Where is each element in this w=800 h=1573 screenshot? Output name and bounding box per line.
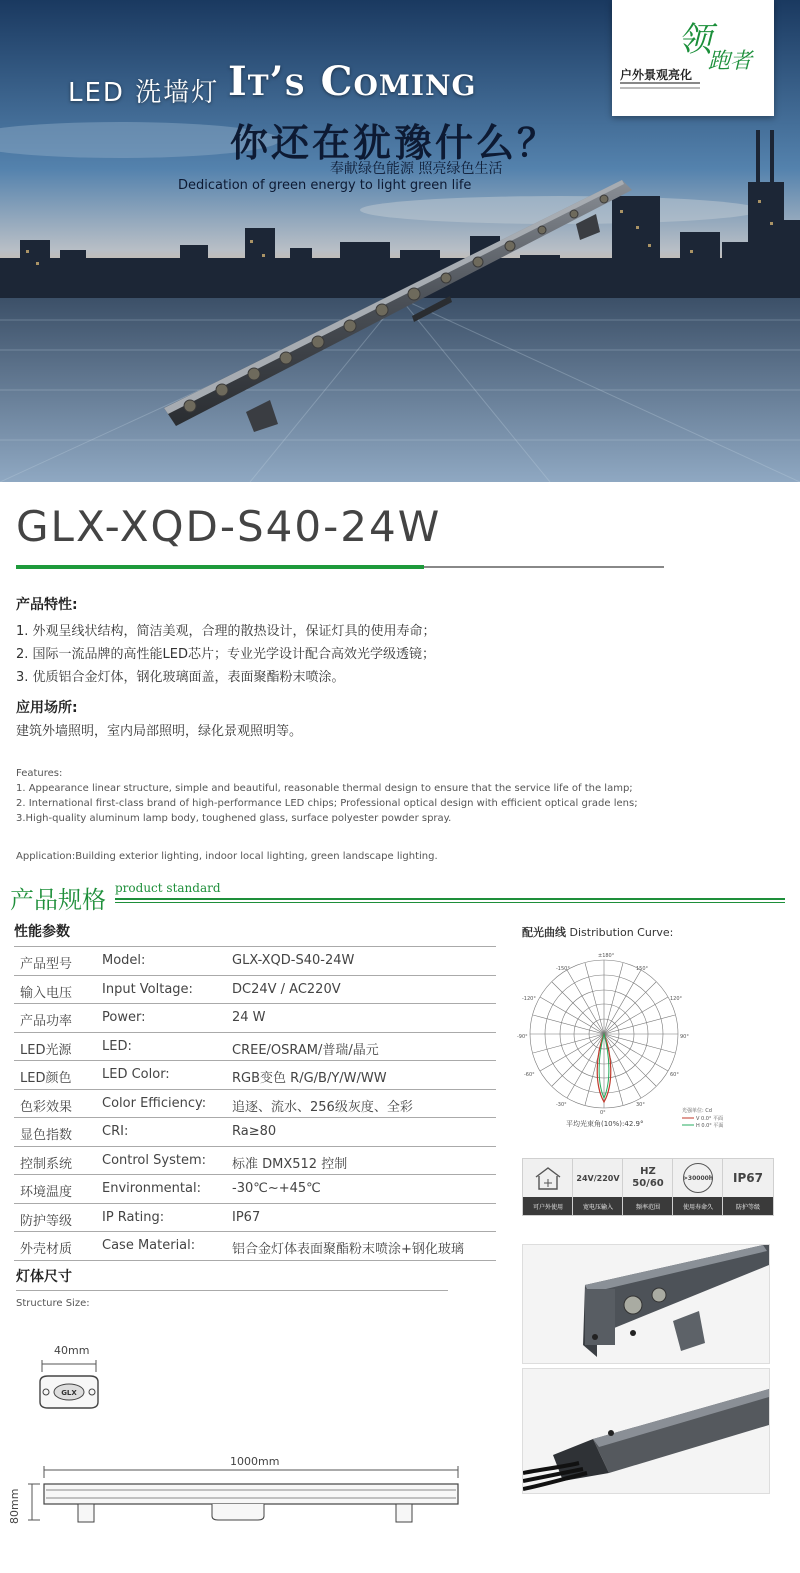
row-label-cn: 控制系统 xyxy=(20,1156,73,1172)
side-view-drawing xyxy=(22,1466,466,1526)
logo-line xyxy=(620,82,700,84)
features-heading-cn: 产品特性: xyxy=(16,597,78,613)
logo-line xyxy=(620,87,700,89)
feature-item-cn: 3. 优质铝合金灯体，钢化玻璃面盖，表面聚酯粉末喷涂。 xyxy=(16,670,345,685)
feature-item-en: 3.High-quality aluminum lamp body, toughened glass, surface polyester powder spray. xyxy=(16,813,452,824)
badge-label: 频率范围 xyxy=(623,1197,673,1215)
hero-banner xyxy=(0,0,800,482)
structure-heading-en: Structure Size: xyxy=(16,1298,90,1309)
badge-label: 可户外使用 xyxy=(523,1197,573,1215)
angle-label: -90° xyxy=(517,1034,528,1040)
application-heading-cn: 应用场所: xyxy=(16,700,78,716)
angle-label: -60° xyxy=(524,1072,535,1078)
badge-label: 使用寿命久 xyxy=(673,1197,723,1215)
table-row xyxy=(14,1204,496,1233)
badge-lifetime xyxy=(672,1158,724,1216)
angle-label: -150° xyxy=(556,966,570,972)
row-value: DC24V / AC220V xyxy=(232,981,341,997)
spec-section-subtitle: product standard xyxy=(115,881,221,895)
row-value: 追逐、流水、256级灰度、全彩 xyxy=(232,1099,413,1115)
row-value: GLX-XQD-S40-24W xyxy=(232,953,355,968)
product-photo-end xyxy=(522,1368,770,1494)
row-label-cn: 产品功率 xyxy=(20,1014,73,1029)
height-dimension: 80mm xyxy=(8,1488,21,1524)
distribution-title-en: Distribution Curve: xyxy=(569,926,674,939)
row-label-en: Input Voltage: xyxy=(102,981,193,997)
hero-question: 你还在犹豫什么？ xyxy=(230,121,559,165)
width-dimension: 40mm xyxy=(54,1344,90,1357)
angle-label: 150° xyxy=(636,966,649,972)
row-label-cn: 防护等级 xyxy=(20,1213,73,1229)
row-value: Ra≥80 xyxy=(232,1124,277,1139)
length-dimension: 1000mm xyxy=(230,1455,280,1468)
angle-label: 120° xyxy=(670,996,683,1002)
row-value: 铝合金灯体表面聚酯粉末喷涂+钢化玻璃 xyxy=(232,1242,464,1257)
feature-item-cn: 2. 国际一流品牌的高性能LED芯片；专业光学设计配合高效光学级透镜； xyxy=(16,647,436,662)
row-label-cn: 产品型号 xyxy=(20,957,73,972)
row-label-cn: 环境温度 xyxy=(20,1185,73,1200)
hero-subtitle-en: Dedication of green energy to light green life xyxy=(178,178,472,193)
feature-item-cn: 1. 外观呈线状结构，简洁美观，合理的散热设计，保证灯具的使用寿命； xyxy=(16,624,436,639)
row-value: 标准 DMX512 控制 xyxy=(232,1156,348,1172)
badge-value: IP67 xyxy=(733,1171,763,1185)
row-label-cn: LED光源 xyxy=(20,1042,72,1058)
feature-item-en: 2. International first-class brand of high-performance LED chips; Professional optical design with efficient optical grade lens; xyxy=(16,798,638,809)
title-divider-accent xyxy=(16,565,424,569)
badge-value: 24V/220V xyxy=(576,1173,620,1183)
row-label-cn: 外壳材质 xyxy=(20,1242,73,1257)
row-value: RGB变色 R/G/B/Y/W/WW xyxy=(232,1071,387,1086)
spec-table xyxy=(14,947,496,1261)
distribution-title-cn: 配光曲线 xyxy=(522,926,566,939)
row-label-en: Case Material: xyxy=(102,1238,196,1253)
legend-item: H 0.0° 平面 xyxy=(696,1123,724,1129)
features-heading-en: Features: xyxy=(16,768,63,779)
row-label-cn: 输入电压 xyxy=(20,985,73,1001)
beam-angle-text: 平均光束角(10%):42.9° xyxy=(566,1120,644,1128)
row-label-en: Color Efficiency: xyxy=(102,1095,207,1111)
structure-heading-cn: 灯体尺寸 xyxy=(16,1269,72,1285)
table-row xyxy=(14,1147,496,1176)
application-text-en: Application:Building exterior lighting, indoor local lighting, green landscape lighting. xyxy=(16,851,438,862)
model-title: GLX-XQD-S40-24W xyxy=(16,502,442,551)
row-label-cn: 显色指数 xyxy=(20,1128,73,1143)
badge-ip xyxy=(722,1158,774,1216)
legend-item: V 0.0° 平面 xyxy=(696,1116,724,1122)
structure-rule xyxy=(16,1290,448,1291)
row-label-en: Power: xyxy=(102,1010,146,1025)
end-cap-drawing xyxy=(34,1358,104,1424)
row-value: 24 W xyxy=(232,1010,266,1025)
logo-char-main: 领 xyxy=(678,20,712,60)
row-label-cn: 色彩效果 xyxy=(20,1099,73,1115)
angle-label: 90° xyxy=(680,1034,689,1040)
angle-label: -120° xyxy=(522,996,536,1002)
table-row xyxy=(14,1232,496,1261)
distribution-title xyxy=(522,924,673,940)
row-value: -30℃~+45℃ xyxy=(232,1181,321,1196)
polar-diagram xyxy=(512,948,732,1134)
feature-item-en: 1. Appearance linear structure, simple and beautiful, reasonable thermal design to ensure that the service life of the lamp; xyxy=(16,783,633,794)
table-row xyxy=(14,1004,496,1033)
table-row xyxy=(14,947,496,976)
spec-section-rule xyxy=(115,902,785,903)
row-label-en: Environmental: xyxy=(102,1181,201,1196)
table-row xyxy=(14,1090,496,1119)
row-label-cn: LED颜色 xyxy=(20,1071,72,1086)
legend-title: 光强单位: Cd xyxy=(682,1108,712,1114)
row-value: IP67 xyxy=(232,1209,261,1225)
perf-heading: 性能参数 xyxy=(14,924,70,940)
table-row xyxy=(14,1175,496,1204)
row-label-en: CRI: xyxy=(102,1124,129,1139)
hero-subtitle-cn: 奉献绿色能源 照亮绿色生活 xyxy=(330,161,503,177)
angle-label: ±180° xyxy=(598,953,615,959)
badge-label: 防护等级 xyxy=(723,1197,773,1215)
badge-label: 宽电压输入 xyxy=(573,1197,623,1215)
application-text-cn: 建筑外墙照明，室内局部照明，绿化景观照明等。 xyxy=(16,724,303,739)
table-row xyxy=(14,1033,496,1062)
badge-value: >30000h xyxy=(683,1163,713,1193)
clock-icon xyxy=(673,1159,723,1197)
table-row xyxy=(14,1118,496,1147)
table-row xyxy=(14,1061,496,1090)
angle-label: 0° xyxy=(600,1110,606,1116)
row-value: CREE/OSRAM/普瑞/晶元 xyxy=(232,1042,379,1058)
badge-frequency xyxy=(622,1158,674,1216)
row-label-en: LED: xyxy=(102,1038,132,1054)
spec-section-title: 产品规格 xyxy=(10,886,106,914)
table-row xyxy=(14,976,496,1005)
angle-label: 30° xyxy=(636,1102,645,1108)
house-icon xyxy=(523,1159,573,1197)
row-label-en: IP Rating: xyxy=(102,1209,165,1225)
end-cap-logo: GLX xyxy=(61,1389,77,1397)
spec-section-rule xyxy=(115,898,785,900)
row-label-en: Model: xyxy=(102,953,146,968)
product-photo-front xyxy=(522,1244,770,1364)
angle-label: 60° xyxy=(670,1072,679,1078)
angle-label: -30° xyxy=(556,1102,567,1108)
badge-voltage xyxy=(572,1158,624,1216)
brand-logo xyxy=(612,0,774,116)
row-label-en: LED Color: xyxy=(102,1067,170,1082)
badge-outdoor xyxy=(522,1158,574,1216)
hero-title-en: It’s Coming xyxy=(228,58,477,105)
logo-tagline: 户外景观亮化 xyxy=(620,68,693,82)
logo-char-side: 跑者 xyxy=(708,49,753,74)
row-label-en: Control System: xyxy=(102,1152,206,1168)
badge-value: HZ 50/60 xyxy=(632,1166,664,1189)
hero-title-cn: LED 洗墙灯 xyxy=(68,78,220,108)
